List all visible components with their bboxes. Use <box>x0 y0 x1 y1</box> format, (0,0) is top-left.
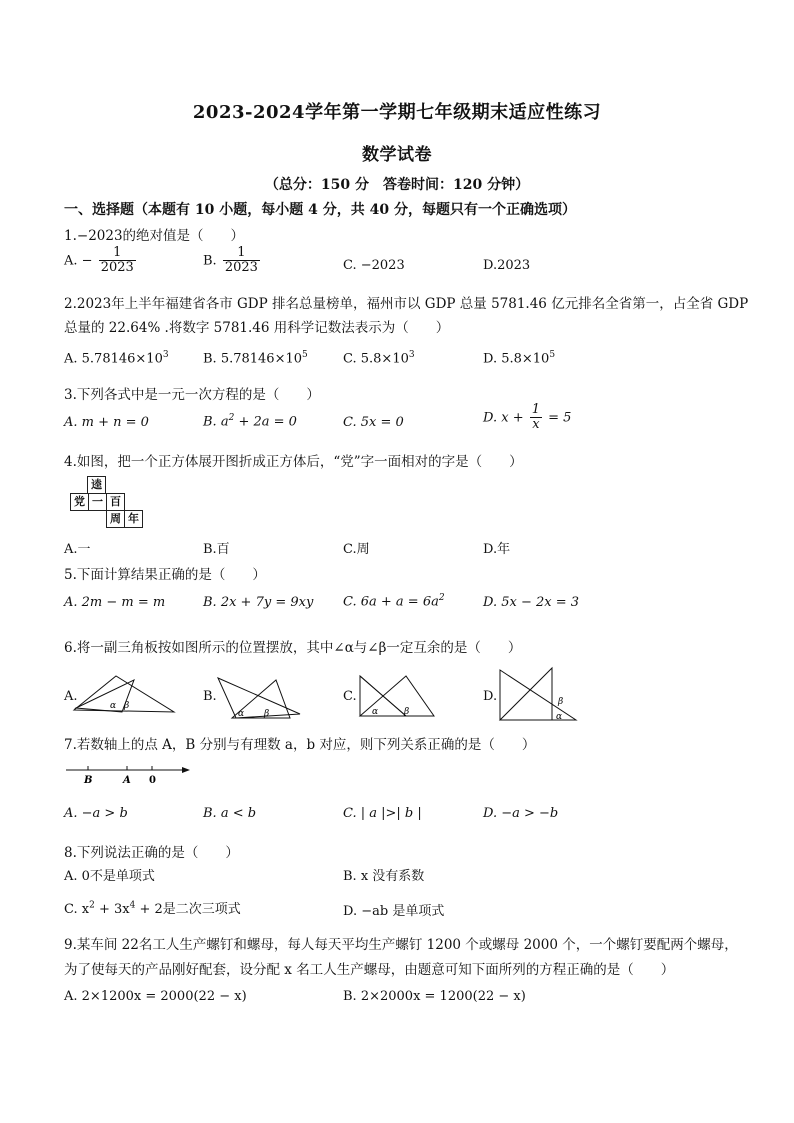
question-1-option-b <box>203 246 262 276</box>
question-5-option-b: B. 2x + 7y = 9xy <box>203 595 314 610</box>
axis-label-b: B <box>84 775 93 786</box>
net-cell: 党 <box>70 493 89 511</box>
alpha-label: α <box>238 709 245 719</box>
option-text: B. 5.78146×10 <box>203 351 303 367</box>
option-label: A. − <box>64 253 93 269</box>
option-text: B. a <box>203 414 229 430</box>
question-2-option-a <box>64 350 169 366</box>
exponent: 2 <box>89 900 95 911</box>
net-cell: 逵 <box>87 476 106 494</box>
question-6-option-c: C. <box>343 689 357 704</box>
option-text: D. 5.8×10 <box>483 351 550 367</box>
question-3-option-d <box>483 403 571 433</box>
question-5-option-a: A. 2m − m = m <box>64 595 166 610</box>
fraction <box>530 403 542 433</box>
denominator: 2023 <box>100 260 134 276</box>
number-line-figure <box>64 762 192 786</box>
exponent: 3 <box>162 350 169 360</box>
numerator: 1 <box>531 402 541 417</box>
question-1-option-a <box>64 246 138 276</box>
question-7-option-a: A. −a > b <box>64 806 128 821</box>
fraction <box>99 246 136 276</box>
question-9-stem-line2: 为了使每天的产品刚好配套，设分配 x 名工人生产螺母，由题意可知下面所列的方程正确的是（ ） <box>64 962 675 978</box>
option-text: A. 5.78146×10 <box>64 351 163 367</box>
question-6-option-b: B. <box>203 689 217 704</box>
question-1-option-c: C. −2023 <box>343 258 405 273</box>
question-2-option-b <box>203 350 308 366</box>
question-2-stem-line2: 总量的 22.64% .将数字 5781.46 用科学记数法表示为（ ） <box>64 320 450 336</box>
denominator: 2023 <box>224 260 258 276</box>
triangle-figure-d <box>496 666 580 724</box>
page-title: 2023-2024学年第一学期七年级期末适应性练习 <box>192 102 602 123</box>
option-label: B. <box>203 253 217 269</box>
exponent: 5 <box>549 350 556 360</box>
question-2-option-d <box>483 350 555 366</box>
net-cell: 年 <box>124 510 143 528</box>
question-9-stem-line1: 9.某车间 22名工人生产螺钉和螺母，每人每天平均生产螺钉 1200 个或螺母 2000 个，一个螺钉要配两个螺母， <box>64 937 738 953</box>
question-3-option-c: C. 5x = 0 <box>343 415 404 430</box>
question-4-option-b: B.百 <box>203 542 230 557</box>
beta-label: β <box>264 709 270 719</box>
option-text: C. 6a + a = 6a <box>343 594 439 610</box>
fraction <box>223 246 260 276</box>
option-text: C. x <box>64 902 90 917</box>
question-8-option-a: A. 0不是单项式 <box>64 869 155 884</box>
question-4-option-a: A.一 <box>64 542 91 557</box>
option-text-rest: + 2是二次三项式 <box>135 902 241 917</box>
exam-subject: 数学试卷 <box>362 145 432 165</box>
beta-label: β <box>558 697 564 707</box>
cube-net-figure <box>68 476 148 528</box>
axis-label-zero: 0 <box>149 775 156 786</box>
question-3-option-b <box>203 413 297 429</box>
question-3-option-a: A. m + n = 0 <box>64 415 149 430</box>
question-9-option-a: A. 2×1200x = 2000(22 − x) <box>64 989 247 1004</box>
question-6-option-a: A. <box>64 689 78 704</box>
exponent: 4 <box>129 900 136 911</box>
question-6-stem: 6.将一副三角板按如图所示的位置摆放，其中∠α与∠β一定互余的是（ ） <box>64 640 522 656</box>
exponent: 3 <box>408 350 415 360</box>
exponent: 2 <box>228 413 235 423</box>
question-5-option-c <box>343 593 445 609</box>
question-8-stem: 8.下列说法正确的是（ ） <box>64 845 239 861</box>
triangle-figure-c <box>356 672 438 722</box>
axis-label-a: A <box>123 775 131 786</box>
beta-label: β <box>404 707 410 717</box>
option-text-mid: + 3x <box>94 902 130 917</box>
numerator: 1 <box>99 246 136 261</box>
question-1-stem: 1.−2023的绝对值是（ ） <box>64 228 245 244</box>
question-8-option-d: D. −ab 是单项式 <box>343 904 445 919</box>
net-cell: 百 <box>106 493 125 511</box>
section-heading: 一、选择题（本题有 10 小题，每小题 4 分，共 40 分，每题只有一个正确选项） <box>64 202 576 218</box>
alpha-label: α <box>372 707 379 717</box>
question-7-option-b: B. a < b <box>203 806 257 821</box>
option-text: C. 5.8×10 <box>343 351 409 367</box>
option-text: D. x + <box>483 410 524 426</box>
alpha-label: α <box>110 701 117 711</box>
question-4-option-c: C.周 <box>343 542 370 557</box>
question-5-stem: 5.下面计算结果正确的是（ ） <box>64 567 266 583</box>
question-2-option-c <box>343 350 415 366</box>
denominator: x <box>532 417 540 433</box>
exponent: 2 <box>438 593 445 603</box>
question-5-option-d: D. 5x − 2x = 3 <box>483 595 580 610</box>
question-6-option-d: D. <box>483 689 498 704</box>
question-8-option-c <box>64 898 241 917</box>
option-text-rest: = 5 <box>548 410 572 426</box>
question-7-option-c: C. | a |>| b | <box>343 806 422 821</box>
triangle-figure-b <box>216 674 304 724</box>
triangle-figure-a <box>72 672 178 720</box>
net-cell: 周 <box>106 510 125 528</box>
question-8-option-b: B. x 没有系数 <box>343 869 425 884</box>
option-text-rest: + 2a = 0 <box>234 414 297 430</box>
beta-label: β <box>124 701 130 711</box>
question-1-option-d: D.2023 <box>483 258 531 273</box>
question-4-stem: 4.如图，把一个正方体展开图折成正方体后，“党”字一面相对的字是（ ） <box>64 454 523 470</box>
question-7-option-d: D. −a > −b <box>483 806 559 821</box>
alpha-label: α <box>556 712 563 722</box>
question-3-stem: 3.下列各式中是一元一次方程的是（ ） <box>64 387 320 403</box>
question-9-option-b: B. 2×2000x = 1200(22 − x) <box>343 989 526 1004</box>
exponent: 5 <box>302 350 308 360</box>
question-2-stem-line1: 2.2023年上半年福建省各市 GDP 排名总量榜单，福州市以 GDP 总量 5781.46 亿元排名全省第一，占全省 GDP <box>64 296 749 312</box>
net-cell: 一 <box>88 493 107 511</box>
exam-info: （总分：150 分 答卷时间：120 分钟） <box>264 177 530 193</box>
question-4-option-d: D.年 <box>483 542 511 557</box>
question-7-stem: 7.若数轴上的点 A，B 分别与有理数 a，b 对应，则下列关系正确的是（ ） <box>64 737 536 753</box>
numerator: 1 <box>223 246 260 261</box>
